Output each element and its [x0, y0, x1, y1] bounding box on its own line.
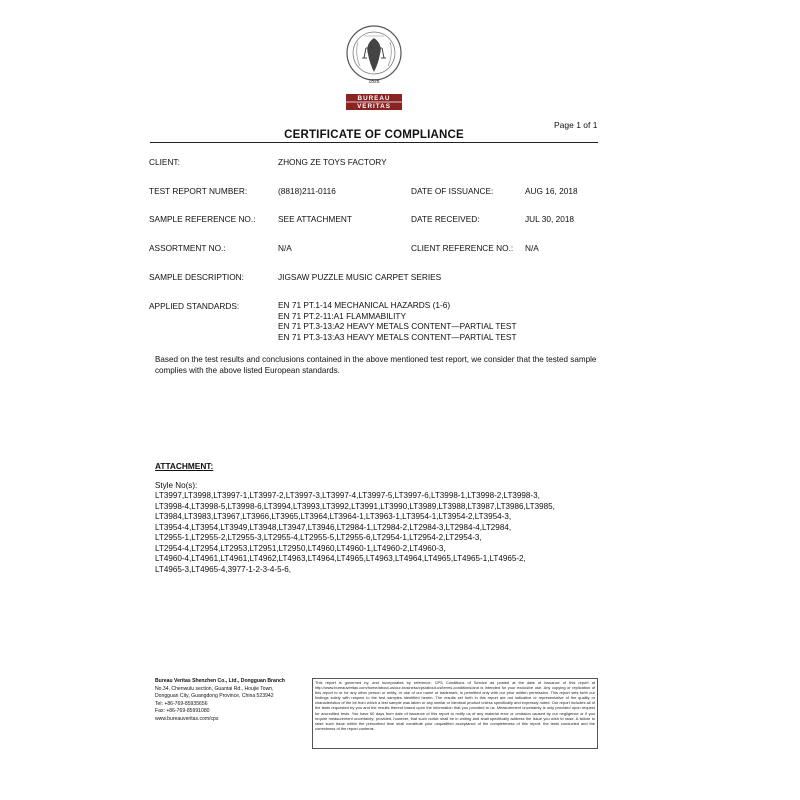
legal-disclaimer-box: This report is governed by, and incorporates by reference, CPS Conditions of Service as posted at the date of issuance of this report at http://www.bureauveritas.com/home/about-us/our-business/cps/about-us/terms-conditions/and is intended for your exclusive use. Any copying or replication of this report to or for any other person or entity, or use of our name or trademark, is permitted only with our prior written permission. This report sets forth our findings solely with respect to the test samples identified herein. The results set forth in this report are not indicative or representative of the quality or characteristics of the lot from which a test sample was taken or any similar or identical product unless specifically and expressly noted. Our report includes all of the tests requested by you and the results thereof based upon the information that you provided to us. Measurement uncertainty is only provided upon request for accredited tests. You have 60 days from date of issuance of this report to notify us of any material error or omission caused by our negligence or if you require measurement uncertainty; provided, however, that such notice shall be in writing and shall specifically address the issue you wish to raise. A failure to raise such issue within the prescribed time shall constitute your unqualified acceptance of the completeness of this report, the tests conducted and the correctness of the report contents. — [312, 678, 598, 749]
certificate-title: CERTIFICATE OF COMPLIANCE — [284, 129, 464, 141]
client-reference-value: N/A — [525, 243, 539, 253]
footer-website-link[interactable]: www.bureauveritas.com/cps — [155, 715, 219, 722]
footer-contact-block — [155, 678, 305, 724]
style-numbers-line: LT2955-1,LT2955-2,LT2955-3,LT2955-4,LT2955-5,LT2955-6,LT2954-1,LT2954-2,LT2954-3, — [155, 533, 482, 542]
assortment-label: ASSORTMENT NO.: — [149, 243, 226, 253]
client-reference-label: CLIENT REFERENCE NO.: — [411, 243, 514, 253]
style-numbers-line: LT3998-4,LT3998-5,LT3998-6,LT3994,LT3993,LT3992,LT3991,LT3990,LT3989,LT3988,LT3987,LT3986,LT3985, — [155, 501, 555, 511]
page-number: Page 1 of 1 — [554, 120, 598, 130]
standards-list — [278, 300, 517, 342]
compliance-statement: Based on the test results and conclusions contained in the above mentioned test report, we consider that the tested sample complies with the above listed European standards. — [155, 355, 597, 375]
title-divider — [150, 142, 598, 143]
logo-text-veritas: VERITAS — [357, 103, 391, 110]
style-numbers-line: LT4960-4,LT4961,LT4961,LT4962,LT4963,LT4964,LT4965,LT4963,LT4964,LT4965,LT4965-1,LT4965-2, — [155, 554, 526, 563]
assortment-value: N/A — [278, 243, 292, 253]
sample-description-label: SAMPLE DESCRIPTION: — [149, 272, 244, 282]
sample-description-value: JIGSAW PUZZLE MUSIC CARPET SERIES — [278, 272, 442, 282]
standard-item: EN 71 PT.3-13:A3 HEAVY METALS CONTENT—PARTIAL TEST — [278, 331, 517, 342]
bureau-veritas-logo — [338, 18, 410, 110]
style-numbers-line: LT3984,LT3983,LT3967,LT3966,LT3965,LT3964,LT3964-1,LT3963-1,LT3954-1,LT3954-2,LT3954-3, — [155, 512, 512, 521]
test-report-label: TEST REPORT NUMBER: — [149, 186, 248, 196]
standard-item: EN 71 PT.2-11:A1 FLAMMABILITY — [278, 310, 407, 321]
style-numbers-label: Style No(s): — [155, 481, 198, 490]
date-issuance-value: AUG 16, 2018 — [525, 186, 578, 196]
style-numbers-line: LT3997,LT3998,LT3997-1,LT3997-2,LT3997-3,LT3997-4,LT3997-5,LT3997-6,LT3998-1,LT3998-2,LT3998-3, — [155, 491, 540, 500]
client-value: ZHONG ZE TOYS FACTORY — [278, 157, 387, 167]
test-report-value: (8818)211-0116 — [278, 186, 336, 196]
attachment-heading: ATTACHMENT: — [155, 461, 214, 471]
style-numbers-line: LT2954-4,LT2954,LT2953,LT2951,LT2950,LT4960,LT4960-1,LT4960-2,LT4960-3, — [155, 543, 446, 553]
date-received-value: JUL 30, 2018 — [525, 214, 575, 224]
client-label: CLIENT: — [149, 157, 180, 167]
sample-reference-label: SAMPLE REFERENCE NO.: — [149, 214, 256, 224]
style-numbers-line: LT4965-3,LT4965-4,3977-1-2-3-4-5-6, — [155, 564, 292, 574]
date-issuance-label: DATE OF ISSUANCE: — [411, 186, 494, 196]
footer-company-name: Bureau Veritas Shenzhen Co., Ltd., Dongguan Branch — [155, 678, 285, 684]
standard-item: EN 71 PT.1-14 MECHANICAL HAZARDS (1-6) — [278, 300, 451, 310]
logo-text-bureau: BUREAU — [357, 95, 391, 102]
standard-item: EN 71 PT.3-13:A2 HEAVY METALS CONTENT—PARTIAL TEST — [278, 321, 517, 332]
logo-year: 1828 — [368, 79, 380, 85]
footer-address-line: Dongguan City, Guangdong Province, China 523942 — [155, 693, 274, 700]
applied-standards-label: APPLIED STANDARDS: — [149, 301, 240, 311]
footer-address-line: No.34, Chenwulu section, Guantai Rd., Houjie Town, — [155, 685, 274, 692]
style-numbers-line: LT3954-4,LT3954,LT3949,LT3948,LT3947,LT3946,LT2984-1,LT2984-2,LT2984-3,LT2984-4,LT2984, — [155, 522, 512, 532]
footer-fax: Fax: +86-769-85991080 — [155, 708, 210, 715]
footer-phone: Tel: +86-769-85935656 — [155, 700, 208, 707]
sample-reference-value: SEE ATTACHMENT — [278, 214, 352, 224]
date-received-label: DATE RECEIVED: — [411, 214, 480, 224]
